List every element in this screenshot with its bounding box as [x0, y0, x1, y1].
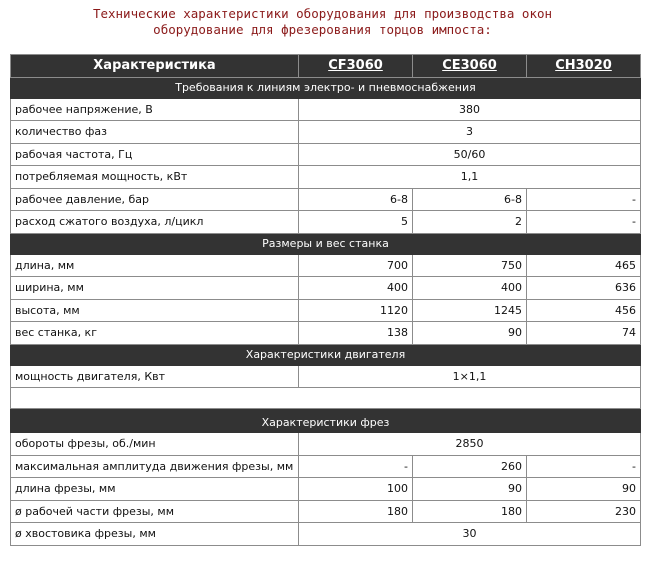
spacer-cell [11, 388, 641, 409]
table-row [11, 433, 641, 456]
cell-cf3060: 6-8 [299, 188, 413, 211]
table-row [11, 455, 641, 478]
cell-ce3060: 180 [413, 500, 527, 523]
section-title: Характеристики двигателя [11, 344, 641, 365]
cell-ce3060: 400 [413, 277, 527, 300]
header-characteristic: Характеристика [11, 55, 299, 78]
table-row [11, 523, 641, 546]
row-label: вес станка, кг [11, 322, 299, 345]
row-label: расход сжатого воздуха, л/цикл [11, 211, 299, 234]
row-value: 50/60 [299, 143, 641, 166]
table-row [11, 365, 641, 388]
table-row [11, 143, 641, 166]
cell-cf3060: - [299, 455, 413, 478]
cell-cf3060: 138 [299, 322, 413, 345]
row-value: 3 [299, 121, 641, 144]
row-label: высота, мм [11, 299, 299, 322]
row-value: 1,1 [299, 166, 641, 189]
row-label: максимальная амплитуда движения фрезы, мм [11, 455, 299, 478]
row-value: 2850 [299, 433, 641, 456]
table-row [11, 277, 641, 300]
cell-ce3060: 2 [413, 211, 527, 234]
cell-cf3060: 400 [299, 277, 413, 300]
row-label: ширина, мм [11, 277, 299, 300]
cell-cf3060: 100 [299, 478, 413, 501]
row-label: обороты фрезы, об./мин [11, 433, 299, 456]
row-label: ø хвостовика фрезы, мм [11, 523, 299, 546]
row-value: 380 [299, 98, 641, 121]
cell-ch3020: 90 [527, 478, 641, 501]
table-row [11, 478, 641, 501]
cell-ch3020: 456 [527, 299, 641, 322]
header-model-ch3020[interactable]: CH3020 [527, 55, 641, 78]
row-label: рабочее давление, бар [11, 188, 299, 211]
header-model-cf3060[interactable]: CF3060 [299, 55, 413, 78]
section-motor [11, 344, 641, 365]
table-row [11, 299, 641, 322]
header-model-ce3060[interactable]: CE3060 [413, 55, 527, 78]
section-title: Характеристики фрез [11, 412, 641, 433]
cell-ch3020: 636 [527, 277, 641, 300]
row-label: длина фрезы, мм [11, 478, 299, 501]
section-title: Требования к линиям электро- и пневмоснабжения [11, 77, 641, 98]
title-line-2: оборудование для фрезерования торцов импоста: [153, 22, 492, 37]
section-power [11, 77, 641, 98]
header-row [11, 55, 641, 78]
table-row [11, 121, 641, 144]
cell-cf3060: 180 [299, 500, 413, 523]
spacer-row [11, 388, 641, 409]
table-row [11, 188, 641, 211]
table-row [11, 500, 641, 523]
row-value: 30 [299, 523, 641, 546]
row-label: рабочая частота, Гц [11, 143, 299, 166]
cell-cf3060: 700 [299, 254, 413, 277]
cell-ce3060: 6-8 [413, 188, 527, 211]
cell-ce3060: 90 [413, 478, 527, 501]
row-label: ø рабочей части фрезы, мм [11, 500, 299, 523]
cell-ce3060: 90 [413, 322, 527, 345]
section-cutter [11, 412, 641, 433]
table-row [11, 211, 641, 234]
cell-cf3060: 1120 [299, 299, 413, 322]
cell-ce3060: 1245 [413, 299, 527, 322]
table-row [11, 322, 641, 345]
table-row [11, 166, 641, 189]
cell-ch3020: - [527, 211, 641, 234]
page-title [0, 6, 645, 38]
section-title: Размеры и вес станка [11, 233, 641, 254]
row-label: потребляемая мощность, кВт [11, 166, 299, 189]
cell-ch3020: 74 [527, 322, 641, 345]
cell-cf3060: 5 [299, 211, 413, 234]
spec-table [10, 54, 641, 546]
row-label: рабочее напряжение, В [11, 98, 299, 121]
row-label: мощность двигателя, Квт [11, 365, 299, 388]
section-size [11, 233, 641, 254]
row-label: длина, мм [11, 254, 299, 277]
table-row [11, 98, 641, 121]
row-value: 1×1,1 [299, 365, 641, 388]
cell-ch3020: - [527, 455, 641, 478]
table-row [11, 254, 641, 277]
cell-ch3020: 230 [527, 500, 641, 523]
cell-ce3060: 750 [413, 254, 527, 277]
cell-ce3060: 260 [413, 455, 527, 478]
title-line-1: Технические характеристики оборудования для производства окон [92, 6, 553, 21]
cell-ch3020: 465 [527, 254, 641, 277]
cell-ch3020: - [527, 188, 641, 211]
row-label: количество фаз [11, 121, 299, 144]
